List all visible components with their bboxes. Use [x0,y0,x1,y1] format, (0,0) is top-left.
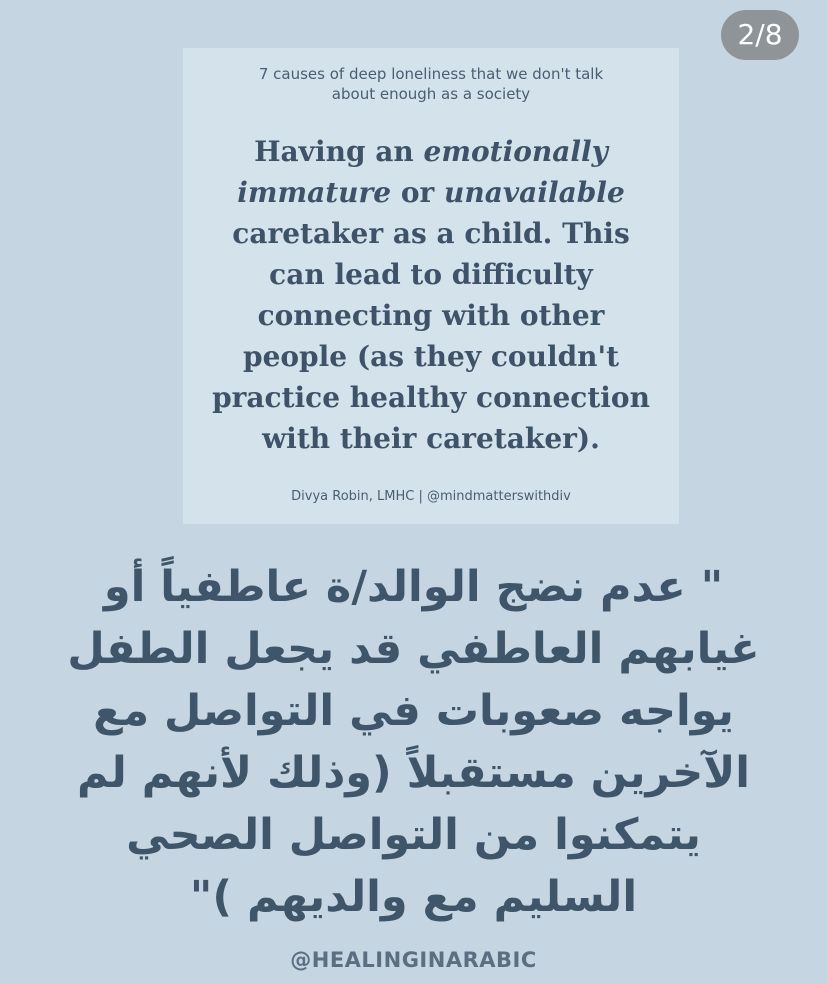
card-subtitle [183,64,679,104]
quote-text: Having an [254,135,424,168]
arabic-line: يواجه صعوبات في التواصل مع [93,686,734,736]
account-handle[interactable]: @HEALINGINARABIC [290,948,537,972]
quote-line: people (as they couldn't [242,340,620,373]
card-author-credit: Divya Robin, LMHC | @mindmatterswithdiv [291,489,571,504]
quote-text: or [391,176,445,209]
quote-card [183,48,679,524]
quote-line: with their caretaker). [262,422,600,455]
quote-emphasis: unavailable [444,176,625,209]
arabic-line: " عدم نضج الوالد/ة عاطفياً أو [103,562,724,612]
card-subtitle-line: about enough as a society [331,85,531,103]
quote-line: connecting with other [257,299,605,332]
quote-emphasis: immature [237,176,392,209]
arabic-line: يتمكنوا من التواصل الصحي [126,810,701,860]
card-quote [183,131,679,459]
page-counter-badge[interactable]: 2/8 [721,10,799,60]
arabic-line: السليم مع والديهم )" [189,872,638,922]
quote-line: practice healthy connection [212,381,650,414]
quote-line: caretaker as a child. This [232,217,630,250]
quote-line: can lead to difficulty [269,258,593,291]
arabic-translation [30,556,797,928]
quote-line [183,131,679,172]
card-subtitle-line: 7 causes of deep loneliness that we don't talk [258,65,604,83]
arabic-line: الآخرين مستقبلاً (وذلك لأنهم لم [76,748,751,798]
arabic-line: غيابهم العاطفي قد يجعل الطفل [67,624,760,674]
quote-line [183,172,679,213]
quote-emphasis: emotionally [423,135,608,168]
